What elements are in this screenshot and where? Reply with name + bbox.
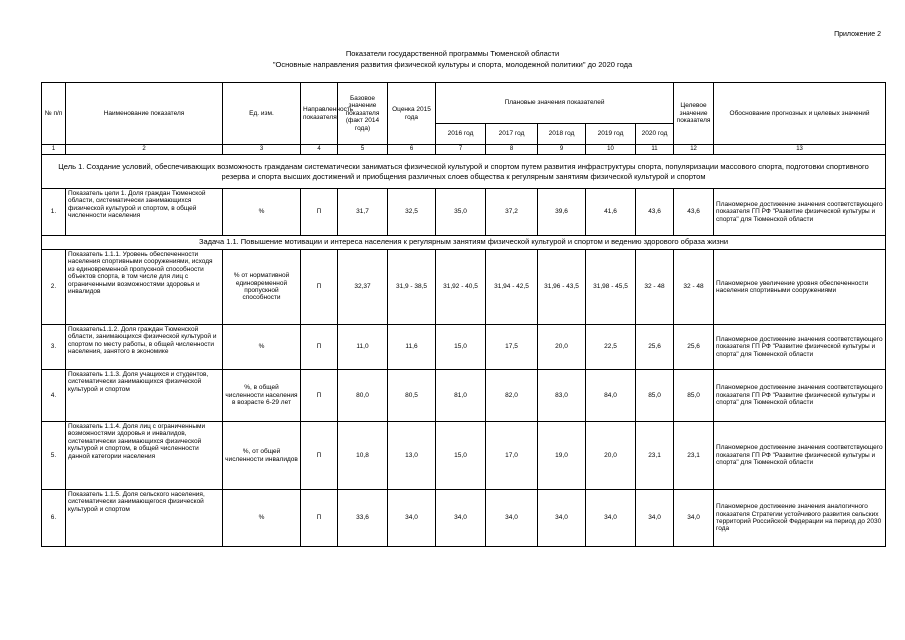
title-line-2: "Основные направления развития физической культуры и спорта, молодежной политики" до 2020 года <box>272 60 633 69</box>
indicator-name: Показатель цели 1. Доля граждан Тюменской области, систематически занимающихся физической культурой и спортом, в общей численности населения <box>66 189 223 236</box>
direction-cell: П <box>301 250 338 325</box>
estimate-value: 80,5 <box>388 370 436 422</box>
header-year: 2017 год <box>486 124 538 145</box>
value-2016: 31,92 - 40,5 <box>436 250 486 325</box>
table-row <box>42 250 886 325</box>
value-2019: 41,6 <box>586 189 636 236</box>
table-row <box>42 422 886 490</box>
target-value: 23,1 <box>674 422 714 490</box>
appendix-label: Приложение 2 <box>834 31 881 38</box>
task-row <box>42 236 886 250</box>
header-target: Целевое значение показателя <box>674 83 714 145</box>
rationale-cell: Планомерное достижение значения соответствующего показателя ГП РФ "Развитие физической культуры и спорта" для Тюменской области <box>714 422 886 490</box>
column-number: 10 <box>586 145 636 155</box>
target-value: 32 - 48 <box>674 250 714 325</box>
base-value: 80,0 <box>338 370 388 422</box>
value-2016: 35,0 <box>436 189 486 236</box>
row-number: 5. <box>42 422 66 490</box>
value-2017: 31,94 - 42,5 <box>486 250 538 325</box>
base-value: 10,8 <box>338 422 388 490</box>
unit-cell: % <box>223 490 301 547</box>
value-2019: 84,0 <box>586 370 636 422</box>
estimate-value: 32,5 <box>388 189 436 236</box>
row-number: 6. <box>42 490 66 547</box>
header-direction: Направленность показателя <box>301 83 338 145</box>
value-2018: 39,6 <box>538 189 586 236</box>
value-2019: 31,98 - 45,5 <box>586 250 636 325</box>
value-2017: 37,2 <box>486 189 538 236</box>
target-value: 43,6 <box>674 189 714 236</box>
value-2016: 15,0 <box>436 325 486 370</box>
direction-cell: П <box>301 370 338 422</box>
value-2016: 34,0 <box>436 490 486 547</box>
value-2017: 17,5 <box>486 325 538 370</box>
column-number-row <box>42 145 886 155</box>
column-number: 4 <box>301 145 338 155</box>
title-line-1: Показатели государственной программы Тюменской области <box>345 49 560 58</box>
rationale-cell: Планомерное достижение значения соответствующего показателя ГП РФ "Развитие физической культуры и спорта" для Тюменской области <box>714 370 886 422</box>
table-row <box>42 189 886 236</box>
column-number: 9 <box>538 145 586 155</box>
value-2018: 20,0 <box>538 325 586 370</box>
header-year: 2019 год <box>586 124 636 145</box>
header-unit: Ед. изм. <box>223 83 301 145</box>
header-year: 2018 год <box>538 124 586 145</box>
estimate-value: 13,0 <box>388 422 436 490</box>
column-number: 8 <box>486 145 538 155</box>
row-number: 4. <box>42 370 66 422</box>
value-2020: 34,0 <box>636 490 674 547</box>
goal-text: Цель 1. Создание условий, обеспечивающих возможность гражданам систематически заниматься физической культурой и спортом путем развития инфраструктуры спорта, популяризации массового спорта, подготовки спортивного резерва и спорта высших достижений и приобщения различных слоев общества к регулярным занятиям физической культурой и спортом <box>42 155 886 189</box>
value-2019: 20,0 <box>586 422 636 490</box>
rationale-cell: Планомерное достижение значения соответствующего показателя ГП РФ "Развитие физической культуры и спорта" для Тюменской области <box>714 325 886 370</box>
header-base: Базовое значение показателя (факт 2014 года) <box>338 83 388 145</box>
indicator-name: Показатель 1.1.1. Уровень обеспеченности населения спортивными сооружениями, исходя из единовременной пропускной способности объектов спорта, в том числе для лиц с ограниченными возможностями здоровья и инвалидов <box>66 250 223 325</box>
base-value: 11,0 <box>338 325 388 370</box>
rationale-cell: Планомерное увеличение уровня обеспеченности населения спортивными сооружениями <box>714 250 886 325</box>
column-number: 2 <box>66 145 223 155</box>
task-text: Задача 1.1. Повышение мотивации и интереса населения к регулярным занятиям физической культурой и спортом и ведению здорового образа жизни <box>42 236 886 250</box>
base-value: 33,6 <box>338 490 388 547</box>
column-number: 1 <box>42 145 66 155</box>
document-title <box>0 48 905 70</box>
column-number: 6 <box>388 145 436 155</box>
column-number: 3 <box>223 145 301 155</box>
header-year: 2020 год <box>636 124 674 145</box>
rationale-cell: Планомерное достижение значения соответствующего показателя ГП РФ "Развитие физической культуры и спорта" для Тюменской области <box>714 189 886 236</box>
indicator-name: Показатель 1.1.5. Доля сельского населения, систематически занимающегося физической культурой и спортом <box>66 490 223 547</box>
direction-cell: П <box>301 490 338 547</box>
unit-cell: %, в общей численности населения в возрасте 6-29 лет <box>223 370 301 422</box>
header-estimate: Оценка 2015 года <box>388 83 436 145</box>
value-2020: 25,6 <box>636 325 674 370</box>
unit-cell: % <box>223 325 301 370</box>
row-number: 3. <box>42 325 66 370</box>
indicator-name: Показатель 1.1.4. Доля лиц с ограниченными возможностями здоровья и инвалидов, систематически занимающихся физической культурой и спортом, в общей численности данной категории населения <box>66 422 223 490</box>
value-2020: 43,6 <box>636 189 674 236</box>
estimate-value: 34,0 <box>388 490 436 547</box>
unit-cell: % от нормативной единовременной пропускной способности <box>223 250 301 325</box>
value-2017: 82,0 <box>486 370 538 422</box>
base-value: 31,7 <box>338 189 388 236</box>
header-name: Наименование показателя <box>66 83 223 145</box>
row-number: 1. <box>42 189 66 236</box>
target-value: 25,6 <box>674 325 714 370</box>
column-number: 5 <box>338 145 388 155</box>
column-number: 12 <box>674 145 714 155</box>
value-2018: 34,0 <box>538 490 586 547</box>
goal-row <box>42 155 886 189</box>
value-2018: 31,96 - 43,5 <box>538 250 586 325</box>
column-number: 11 <box>636 145 674 155</box>
target-value: 34,0 <box>674 490 714 547</box>
indicator-name: Показатель1.1.2. Доля граждан Тюменской области, занимающихся физической культурой и спортом по месту работы, в общей численности населения, занятого в экономике <box>66 325 223 370</box>
table-row <box>42 370 886 422</box>
target-value: 85,0 <box>674 370 714 422</box>
value-2019: 22,5 <box>586 325 636 370</box>
base-value: 32,37 <box>338 250 388 325</box>
value-2018: 83,0 <box>538 370 586 422</box>
rationale-cell: Планомерное достижение значения аналогичного показателя Стратегии устойчивого развития сельских территорий Российской Федерации на период до 2030 года <box>714 490 886 547</box>
value-2017: 34,0 <box>486 490 538 547</box>
value-2020: 32 - 48 <box>636 250 674 325</box>
value-2020: 23,1 <box>636 422 674 490</box>
value-2018: 19,0 <box>538 422 586 490</box>
column-number: 7 <box>436 145 486 155</box>
column-number: 13 <box>714 145 886 155</box>
table-row <box>42 490 886 547</box>
value-2016: 81,0 <box>436 370 486 422</box>
value-2019: 34,0 <box>586 490 636 547</box>
direction-cell: П <box>301 189 338 236</box>
header-num: № п/п <box>42 83 66 145</box>
indicator-name: Показатель 1.1.3. Доля учащихся и студентов, систематически занимающихся физической культурой и спортом <box>66 370 223 422</box>
estimate-value: 31,9 - 38,5 <box>388 250 436 325</box>
direction-cell: П <box>301 422 338 490</box>
unit-cell: %, от общей численности инвалидов <box>223 422 301 490</box>
header-rationale: Обоснование прогнозных и целевых значений <box>714 83 886 145</box>
table-row <box>42 325 886 370</box>
indicators-table <box>41 82 886 547</box>
value-2016: 15,0 <box>436 422 486 490</box>
row-number: 2. <box>42 250 66 325</box>
direction-cell: П <box>301 325 338 370</box>
value-2017: 17,0 <box>486 422 538 490</box>
estimate-value: 11,6 <box>388 325 436 370</box>
value-2020: 85,0 <box>636 370 674 422</box>
header-year: 2016 год <box>436 124 486 145</box>
unit-cell: % <box>223 189 301 236</box>
header-planned: Плановые значения показателей <box>436 83 674 124</box>
